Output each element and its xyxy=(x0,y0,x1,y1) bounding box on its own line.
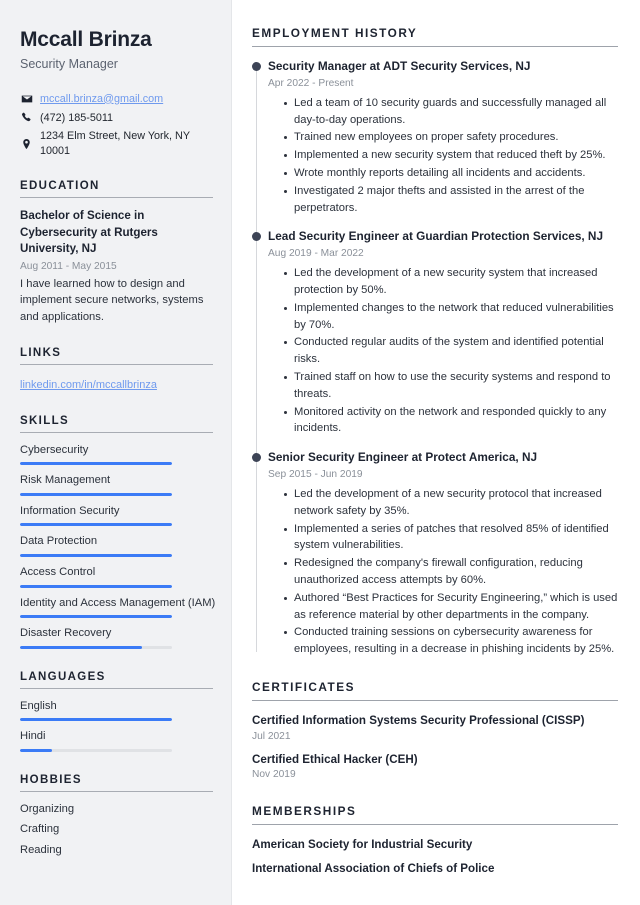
skill-item xyxy=(20,473,213,496)
skill-meter-fill xyxy=(20,615,172,618)
skill-meter-fill xyxy=(20,585,172,588)
skill-label: Cybersecurity xyxy=(20,443,89,456)
language-meter-fill xyxy=(20,749,52,752)
job-bullet-list xyxy=(268,95,618,217)
job-bullet: Authored “Best Practices for Security Engineering,” which is used as reference material by other departments in the company. xyxy=(284,590,618,624)
skills-section xyxy=(20,414,216,649)
certificates-list xyxy=(252,713,618,782)
skill-item xyxy=(20,504,213,527)
skill-label: Risk Management xyxy=(20,474,111,487)
skill-meter-track xyxy=(20,646,172,649)
skill-meter-track xyxy=(20,523,172,526)
contact-value[interactable]: mccall.brinza@gmail.com xyxy=(40,92,164,105)
certificate-title: Certified Ethical Hacker (CEH) xyxy=(252,752,418,766)
skills-list xyxy=(20,443,216,649)
contact-row xyxy=(20,110,213,125)
job-bullet: Conducted regular audits of the system and identified potential risks. xyxy=(284,334,618,368)
contact-list xyxy=(20,91,213,158)
contact-row xyxy=(20,129,213,158)
skill-meter-fill xyxy=(20,493,172,496)
hobby-item: Crafting xyxy=(20,823,60,836)
skill-meter-track xyxy=(20,554,172,557)
skill-meter-track xyxy=(20,615,172,618)
education-description: I have learned how to design and implement secure networks, systems and applications. xyxy=(20,278,204,323)
job-entry xyxy=(268,229,618,437)
job-bullet: Led a team of 10 security guards and successfully managed all day-to-day operations. xyxy=(284,95,618,129)
job-bullet: Trained staff on how to use the security systems and respond to threats. xyxy=(284,369,618,403)
job-title: Security Manager at ADT Security Services, NJ xyxy=(268,59,531,73)
section-divider xyxy=(20,688,213,689)
contact-value: (472) 185-5011 xyxy=(40,111,114,124)
skill-meter-track xyxy=(20,493,172,496)
job-title: Senior Security Engineer at Protect America, NJ xyxy=(268,450,538,465)
job-date-range: Aug 2019 - Mar 2022 xyxy=(268,247,364,259)
membership-item: International Association of Chiefs of Police xyxy=(252,862,495,876)
links-heading: LINKS xyxy=(20,346,62,359)
education-date: Aug 2011 - May 2015 xyxy=(20,260,117,272)
language-item xyxy=(20,729,213,752)
certificate-date: Jul 2021 xyxy=(252,730,291,742)
job-bullet: Trained new employees on proper safety procedures. xyxy=(284,129,618,146)
envelope-icon xyxy=(20,93,33,105)
links-list xyxy=(20,375,213,393)
skill-label: Information Security xyxy=(20,504,120,517)
certificates-heading: CERTIFICATES xyxy=(252,679,355,694)
skill-meter-track xyxy=(20,462,172,465)
job-date-range: Sep 2015 - Jun 2019 xyxy=(268,468,363,480)
certificates-section xyxy=(252,680,618,782)
languages-section xyxy=(20,671,213,752)
job-bullet-list xyxy=(268,265,618,437)
employment-history-heading: EMPLOYMENT HISTORY xyxy=(252,26,418,40)
main-content xyxy=(232,0,640,905)
employment-history-section xyxy=(252,26,618,658)
skill-label: Access Control xyxy=(20,566,96,579)
languages-list xyxy=(20,699,213,752)
job-date-range: Apr 2022 - Present xyxy=(268,77,354,89)
education-section xyxy=(20,180,213,324)
education-heading: EDUCATION xyxy=(20,180,100,193)
section-divider xyxy=(20,197,213,198)
certificate-date: Nov 2019 xyxy=(252,769,296,781)
language-item xyxy=(20,699,213,722)
job-bullet: Led the development of a new security system that increased protection by 50%. xyxy=(284,265,618,299)
language-meter-track xyxy=(20,718,172,721)
job-bullet: Wrote monthly reports detailing all incidents and accidents. xyxy=(284,165,618,182)
skill-meter-fill xyxy=(20,523,172,526)
contact-value: 1234 Elm Street, New York, NY 10001 xyxy=(40,130,190,157)
job-bullet: Implemented a series of patches that resolved 85% of identified system vulnerabilities. xyxy=(284,521,618,555)
section-divider xyxy=(252,824,618,825)
skills-heading: SKILLS xyxy=(20,414,69,427)
phone-icon xyxy=(20,112,33,123)
job-title: Lead Security Engineer at Guardian Protection Services, NJ xyxy=(268,229,604,244)
links-section xyxy=(20,347,213,393)
sidebar-link-linkedin[interactable]: linkedin.com/in/mccallbrinza xyxy=(20,378,157,391)
memberships-heading: MEMBERSHIPS xyxy=(252,803,357,818)
certificate-title: Certified Information Systems Security Professional (CISSP) xyxy=(252,713,585,727)
hobbies-list xyxy=(20,802,213,858)
section-divider xyxy=(252,700,618,701)
membership-item: American Society for Industrial Security xyxy=(252,837,473,851)
contact-row[interactable] xyxy=(20,91,213,106)
hobbies-section xyxy=(20,774,213,858)
language-label: English xyxy=(20,699,57,712)
skill-item xyxy=(20,443,213,466)
skill-label: Disaster Recovery xyxy=(20,627,112,640)
section-divider xyxy=(20,364,213,365)
skill-label: Data Protection xyxy=(20,535,98,548)
page-title: Mccall Brinza xyxy=(20,28,152,51)
education-degree: Bachelor of Science in Cybersecurity at Rutgers University, NJ xyxy=(20,209,158,256)
memberships-section xyxy=(252,804,618,877)
job-bullet: Monitored activity on the network and responded quickly to any incidents. xyxy=(284,404,618,438)
skill-item xyxy=(20,596,216,619)
skill-meter-fill xyxy=(20,646,142,649)
section-divider xyxy=(252,46,618,47)
skill-meter-track xyxy=(20,585,172,588)
languages-heading: LANGUAGES xyxy=(20,670,106,683)
skill-meter-fill xyxy=(20,554,172,557)
memberships-list xyxy=(252,837,618,877)
language-meter-track xyxy=(20,749,172,752)
section-divider xyxy=(20,432,213,433)
skill-item xyxy=(20,626,213,649)
skill-item xyxy=(20,565,213,588)
job-bullet: Investigated 2 major thefts and assisted in the arrest of the perpetrators. xyxy=(284,183,618,217)
job-bullet-list xyxy=(268,486,618,658)
hobby-item: Reading xyxy=(20,843,62,856)
skill-label: Identity and Access Management (IAM) xyxy=(20,596,216,609)
language-label: Hindi xyxy=(20,730,46,743)
skill-meter-fill xyxy=(20,462,172,465)
job-bullet: Implemented a new security system that reduced theft by 25%. xyxy=(284,147,618,164)
job-title-subtitle: Security Manager xyxy=(20,57,118,72)
job-bullet: Redesigned the company's firewall configuration, reducing unauthorized access attempts by 60%. xyxy=(284,555,618,589)
hobby-item: Organizing xyxy=(20,802,75,815)
language-meter-fill xyxy=(20,718,172,721)
certificate-entry xyxy=(252,752,618,782)
sidebar xyxy=(0,0,232,905)
job-entry xyxy=(268,450,618,658)
job-bullet: Conducted training sessions on cybersecurity awareness for employees, resulting in a decrease in phishing incidents by 25%. xyxy=(284,624,618,658)
certificate-entry xyxy=(252,713,618,743)
location-pin-icon xyxy=(20,138,33,150)
job-bullet: Led the development of a new security protocol that increased network safety by 35%. xyxy=(284,486,618,520)
employment-timeline xyxy=(252,59,618,658)
skill-item xyxy=(20,534,213,557)
section-divider xyxy=(20,791,213,792)
hobbies-heading: HOBBIES xyxy=(20,773,82,786)
job-entry xyxy=(268,59,618,216)
job-bullet: Implemented changes to the network that reduced vulnerabilities by 70%. xyxy=(284,300,618,334)
